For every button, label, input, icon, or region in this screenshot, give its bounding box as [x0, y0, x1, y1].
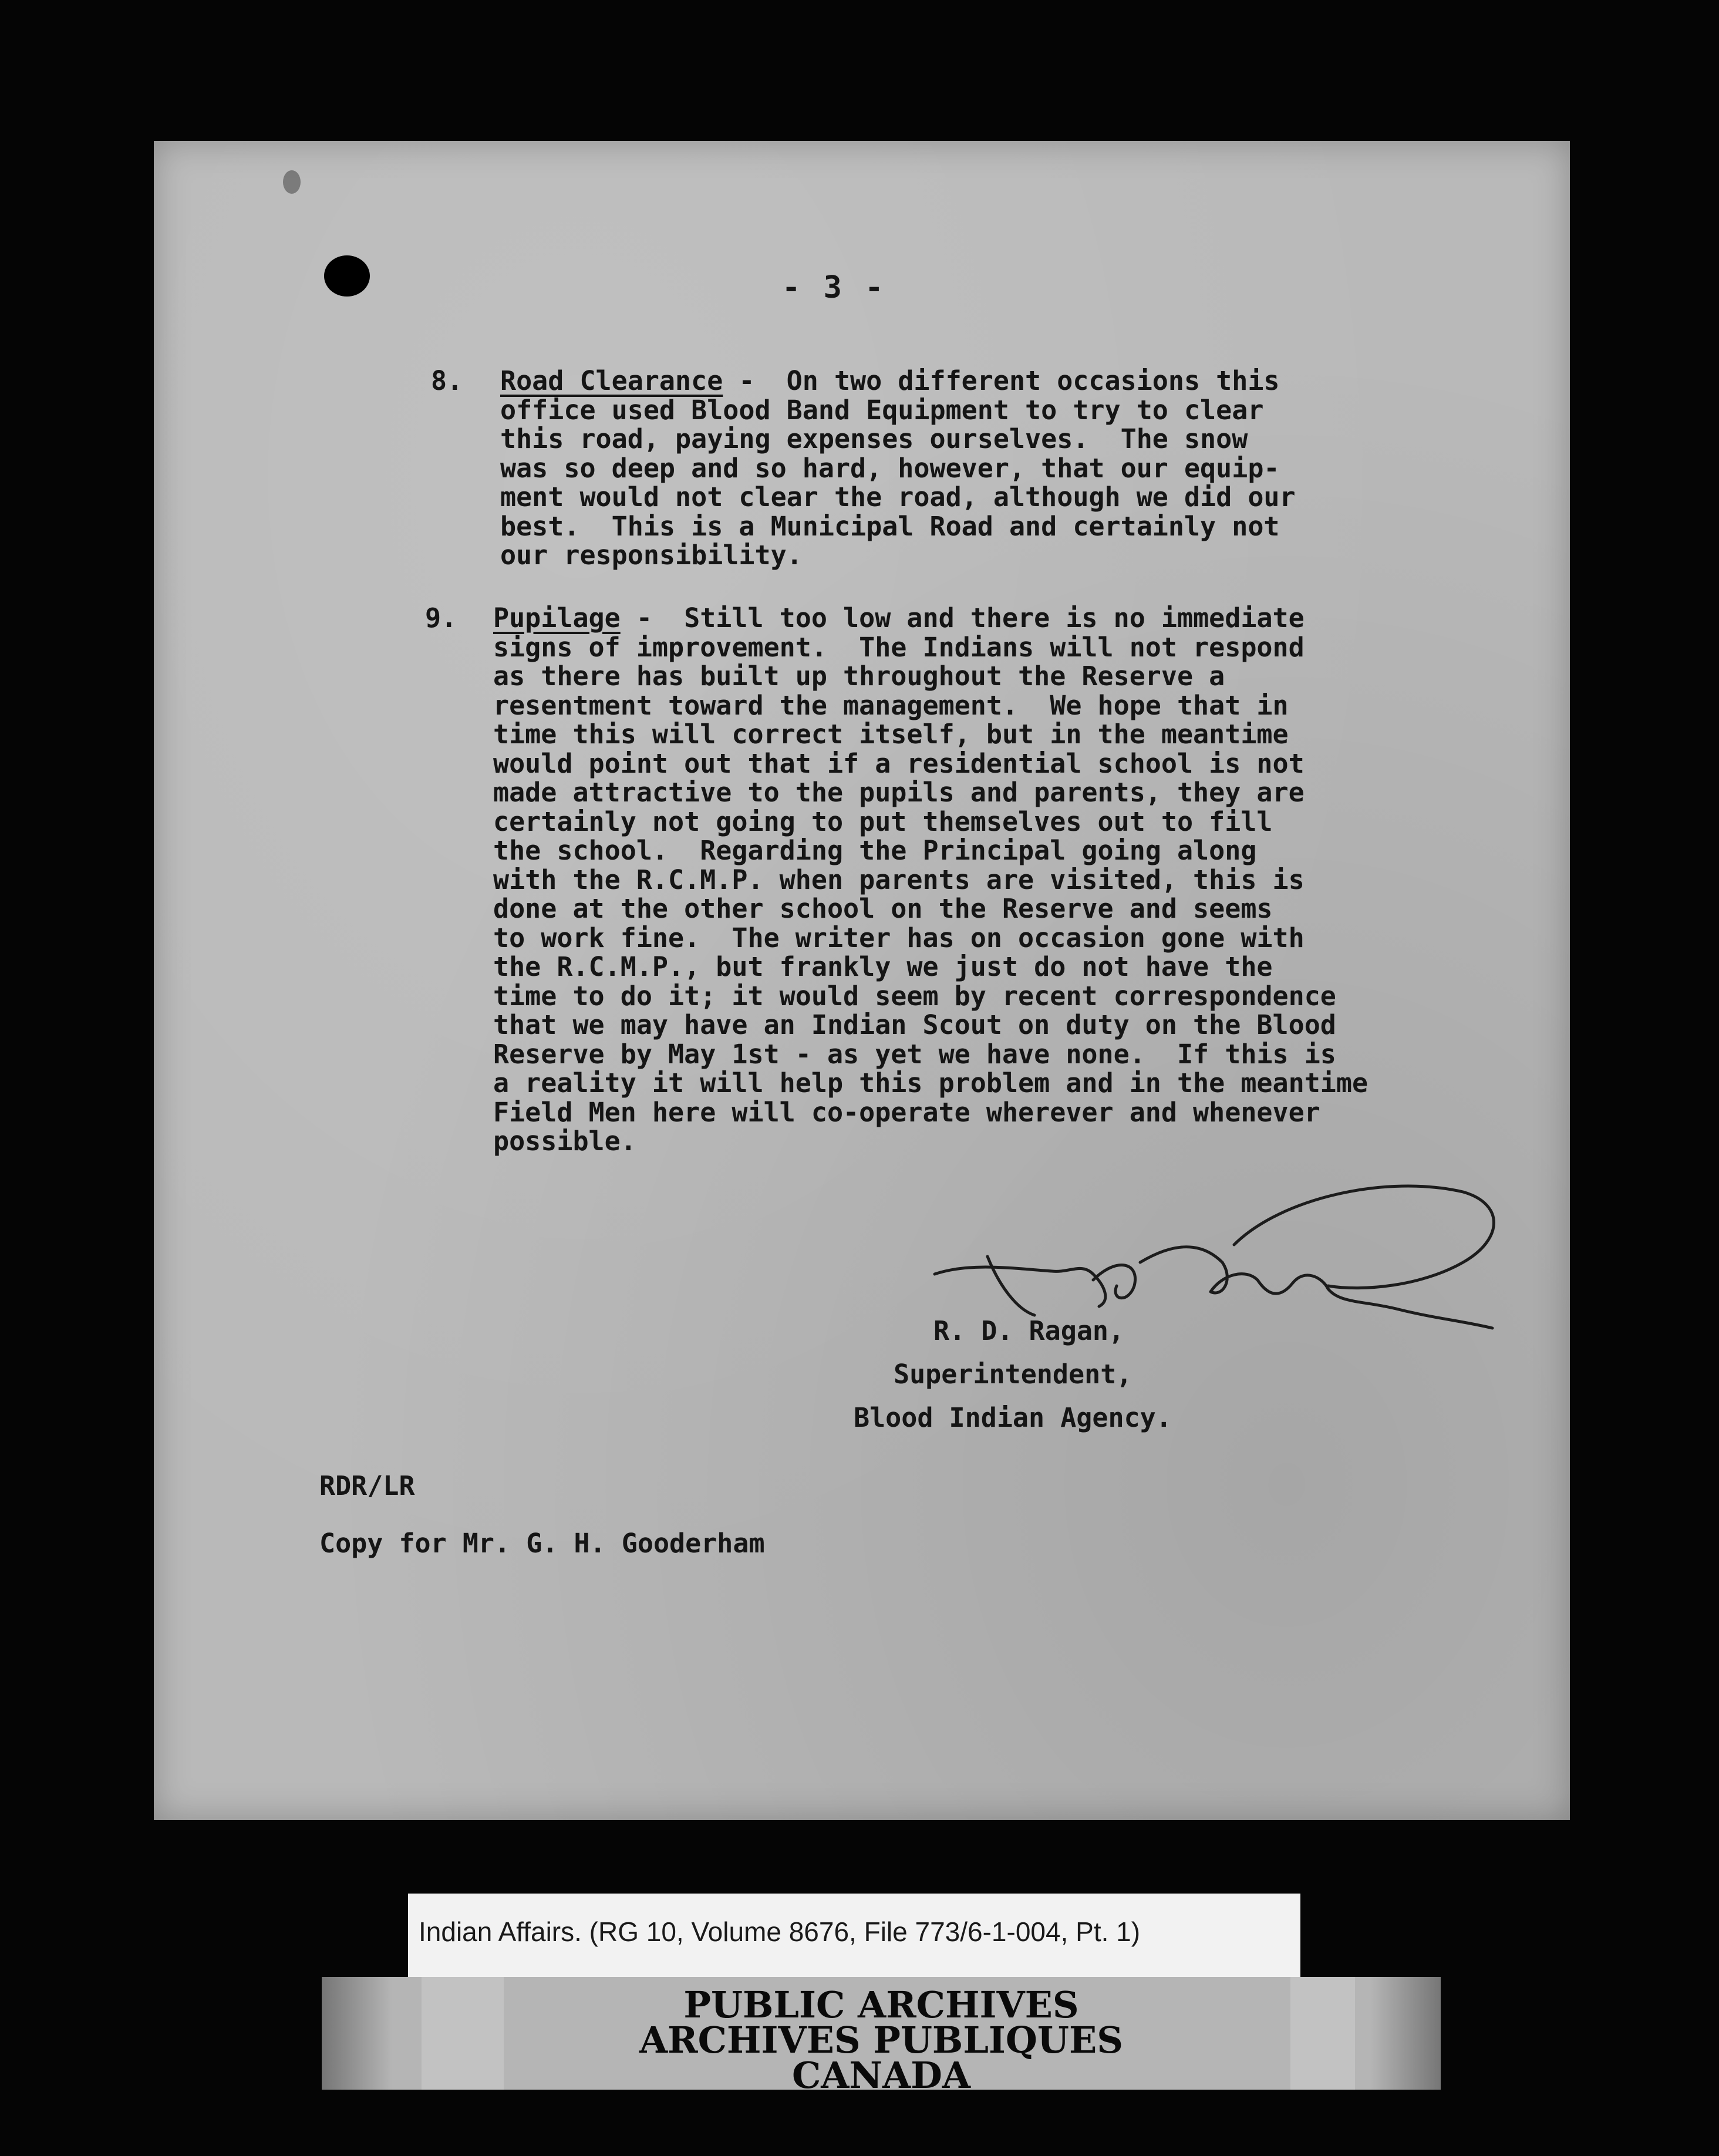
- item-line: would point out that if a residential school is not: [493, 747, 1305, 779]
- archive-stamp-text: [322, 1983, 1441, 2097]
- item-line: Reserve by May 1st - as yet we have none. If this is: [493, 1038, 1336, 1070]
- signatory-agency: Blood Indian Agency.: [854, 1402, 1172, 1433]
- item-heading: Pupilage: [493, 602, 621, 634]
- archive-stamp: [322, 1977, 1441, 2097]
- item-line: time to do it; it would seem by recent correspondence: [493, 980, 1336, 1012]
- copy-notation: Copy for Mr. G. H. Gooderham: [319, 1528, 765, 1559]
- item-line: with the R.C.M.P. when parents are visited, this is: [493, 864, 1305, 895]
- item-line: made attractive to the pupils and parents, they are: [493, 777, 1305, 808]
- item-line: signs of improvement. The Indians will not respond: [493, 631, 1305, 663]
- item-number: 9.: [425, 602, 457, 634]
- item-number: 8.: [431, 365, 463, 396]
- item-line: this road, paying expenses ourselves. The snow: [500, 423, 1248, 454]
- item-paragraph: [500, 366, 1296, 570]
- typist-initials: RDR/LR: [319, 1470, 415, 1501]
- archive-caption: Indian Affairs. (RG 10, Volume 8676, File 773/6-1-004, Pt. 1): [408, 1894, 1300, 1980]
- archive-line-2: ARCHIVES PUBLIQUES: [639, 2019, 1124, 2061]
- item-line: certainly not going to put themselves out to fill: [493, 806, 1273, 837]
- item-line: best. This is a Municipal Road and certainly not: [500, 510, 1280, 542]
- signature-block: [854, 1309, 1172, 1440]
- page-number: - 3 -: [782, 270, 886, 305]
- signatory-title: Superintendent,: [894, 1359, 1132, 1390]
- item-line: time this will correct itself, but in the meantime: [493, 719, 1289, 750]
- item-line: office used Blood Band Equipment to try to clear: [500, 394, 1264, 426]
- item-line: Field Men here will co-operate wherever and whenever: [493, 1096, 1320, 1128]
- item-line: was so deep and so hard, however, that our equip-: [500, 452, 1280, 484]
- item-line: resentment toward the management. We hope that in: [493, 689, 1289, 721]
- item-paragraph: [493, 604, 1368, 1156]
- item-line: - Still too low and there is no immediate: [620, 602, 1305, 634]
- item-line: our responsibility.: [500, 540, 803, 571]
- item-line: the R.C.M.P., but frankly we just do not have the: [493, 951, 1273, 982]
- punch-hole: [324, 255, 370, 297]
- document-page: [154, 141, 1570, 1820]
- item-line: to work fine. The writer has on occasion gone with: [493, 922, 1305, 954]
- archive-line-1: PUBLIC ARCHIVES: [683, 1983, 1079, 2026]
- archive-line-3: CANADA: [791, 2054, 971, 2097]
- reference-block: [319, 1457, 765, 1572]
- item-line: possible.: [493, 1126, 636, 1157]
- item-line: done at the other school on the Reserve and seems: [493, 893, 1273, 924]
- item-line: the school. Regarding the Principal going along: [493, 835, 1257, 866]
- ink-smudge: [283, 170, 301, 194]
- item-line: that we may have an Indian Scout on duty on the Blood: [493, 1009, 1336, 1040]
- item-line: a reality it will help this problem and in the meantime: [493, 1067, 1369, 1099]
- item-heading: Road Clearance: [500, 365, 723, 396]
- signatory-name: R. D. Ragan,: [933, 1315, 1125, 1346]
- item-line: ment would not clear the road, although we did our: [500, 481, 1296, 513]
- item-line: - On two different occasions this: [723, 365, 1280, 396]
- item-line: as there has built up throughout the Reserve a: [493, 661, 1225, 692]
